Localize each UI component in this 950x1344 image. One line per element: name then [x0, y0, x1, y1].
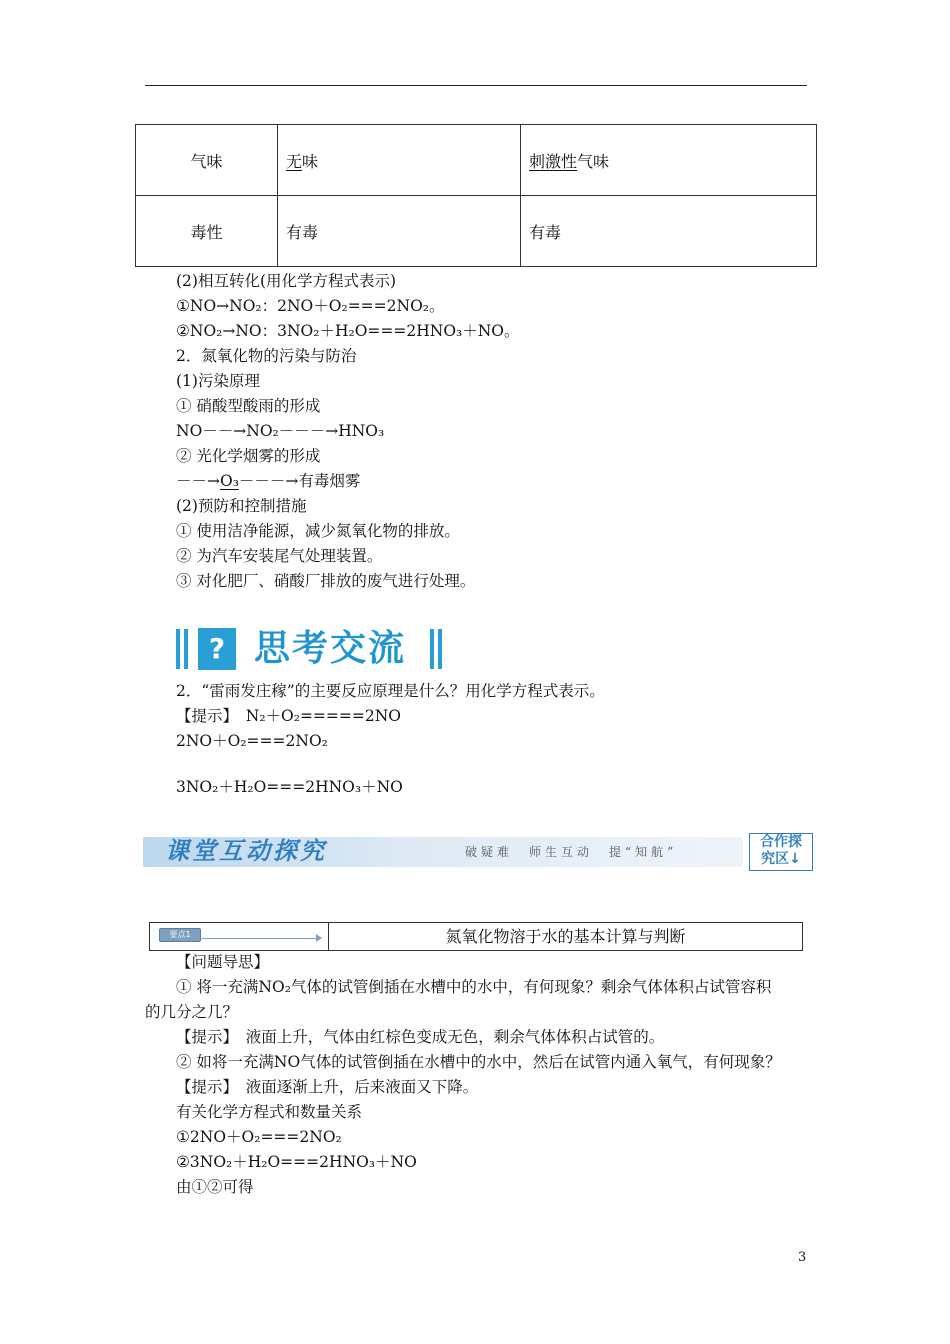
text-line: －－→O₃－－－→有毒烟雾 — [176, 472, 361, 490]
properties-table — [135, 124, 817, 267]
banner-bar — [430, 629, 434, 669]
arrow-right-icon — [316, 934, 322, 942]
key-point-badge: 要点1 — [159, 928, 201, 942]
text-line: 【提示】 液面逐渐上升，后来液面又下降。 — [176, 1078, 479, 1096]
text-line: ① 使用洁净能源，减少氮氧化物的排放。 — [176, 522, 460, 540]
text-line: 3NO₂＋H₂O===2HNO₃＋NO — [176, 778, 403, 796]
text-line: ② 光化学烟雾的形成 — [176, 447, 321, 465]
text-line: (1)污染原理 — [176, 372, 260, 390]
think-exchange-banner — [174, 625, 446, 673]
text-line: 【提示】 液面上升，气体由红棕色变成无色，剩余气体体积占试管的。 — [176, 1028, 665, 1046]
no2-cell: 刺激性气味 — [521, 125, 817, 196]
text-line: ① 将一充满NO₂气体的试管倒插在水槽中的水中，有何现象？剩余气体体积占试管容积 — [176, 978, 772, 996]
row-label: 毒性 — [136, 196, 278, 267]
banner-slogan: 破疑难 师生互动 提“知航” — [465, 845, 678, 859]
text-line: ① 硝酸型酸雨的形成 — [176, 397, 321, 415]
class-explore-banner — [143, 833, 815, 871]
banner-bar — [176, 629, 180, 669]
section-tag — [150, 923, 329, 950]
text-line: 【提示】 N₂＋O₂=====2NO — [176, 707, 402, 725]
section-heading — [149, 922, 803, 951]
text-line: 2NO＋O₂===2NO₂ — [176, 732, 328, 750]
text-line: 2．氮氧化物的污染与防治 — [176, 347, 357, 365]
text-line: ②3NO₂＋H₂O===2HNO₃＋NO — [176, 1153, 417, 1171]
cooperate-explore-box — [749, 833, 813, 871]
text-line: NO－－→NO₂－－－→HNO₃ — [176, 422, 385, 440]
table-row — [136, 125, 817, 196]
text-line: ①2NO＋O₂===2NO₂ — [176, 1128, 342, 1146]
section-title: 氮氧化物溶于水的基本计算与判断 — [445, 927, 686, 946]
text-line: 有关化学方程式和数量关系 — [176, 1103, 363, 1121]
no2-cell: 有毒 — [521, 196, 817, 267]
page-number: 3 — [798, 1250, 807, 1265]
text-line: 【问题导思】 — [176, 953, 270, 971]
text-line: ② 如将一充满NO气体的试管倒插在水槽中的水中，然后在试管内通入氧气，有何现象？ — [176, 1053, 781, 1071]
banner-bar — [184, 629, 188, 669]
arrow-line — [200, 938, 318, 939]
text-line: ②NO₂→NO：3NO₂＋H₂O===2HNO₃＋NO。 — [176, 322, 520, 340]
table-row — [136, 196, 817, 267]
text-line: ③ 对化肥厂、硝酸厂排放的废气进行处理。 — [176, 572, 476, 590]
banner-title: 课堂互动探究 — [165, 837, 327, 865]
row-label: 气味 — [136, 125, 278, 196]
text-line: 2．“雷雨发庄稼”的主要反应原理是什么？用化学方程式表示。 — [176, 682, 605, 700]
text-line: 由①②可得 — [176, 1178, 254, 1196]
text-line: 的几分之几？ — [145, 1003, 239, 1021]
header-rule — [145, 85, 807, 86]
text-line: (2)预防和控制措施 — [176, 497, 307, 515]
text-line: ①NO→NO₂：2NO＋O₂===2NO₂。 — [176, 297, 445, 315]
box-line: 合作探 — [760, 834, 802, 850]
banner-title: 思考交流 — [254, 628, 407, 669]
text-line: (2)相互转化(用化学方程式表示) — [176, 272, 397, 290]
no-cell: 有毒 — [278, 196, 521, 267]
box-line: 究区↓ — [761, 851, 801, 867]
banner-bar — [438, 629, 442, 669]
no-cell: 无味 — [278, 125, 521, 196]
question-icon: ? — [198, 628, 236, 670]
text-line: ② 为汽车安装尾气处理装置。 — [176, 547, 383, 565]
